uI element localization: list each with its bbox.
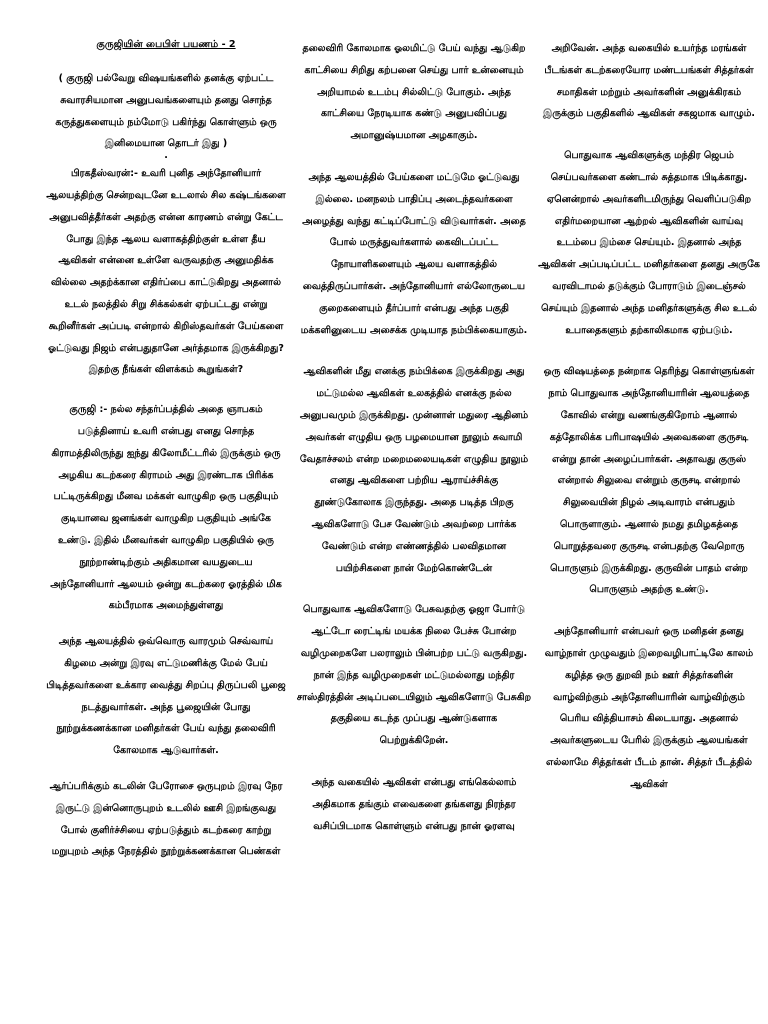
separator-dot: . bbox=[164, 150, 168, 162]
paragraph: பொதுவாக ஆவிகளுக்கு மந்திர ஜெபம் செய்பவர்களை கண்டால் சுத்தமாக பிடிக்காது. ஏனென்றால் அவர்களிடமிருந்து வெளிப்படுகிற எதிர்மறையான ஆற்றல் ஆவிகளின் வாய்வு உடம்பை இம்சை செய்யும். இதனால் அந்த ஆவிகள் அப்படிப்பட்ட மனிதர்களை தனது அருகே வரவிடாமல் தடுக்கும் போராடும் இடைஞ்சல் செய்யும் இதனால் அந்த மனிதர்களுக்கு சில உடல் உபாதைகளும் தற்காலிகமாக ஏற்படும். bbox=[538, 150, 760, 336]
intro-paragraph: ( குருஜி பல்வேறு விஷயங்களில் தனக்கு ஏற்பட்ட சுவாரசியமான அனுபவங்களையும் தனது சொந்த கருத்துகளையும் நம்மோடு பகிர்ந்து கொள்ளும் ஒரு இனிமையான தொடர் இது ) bbox=[55, 73, 277, 150]
paragraph: பொதுவாக ஆவிகளோடு பேசுவதற்கு ஓஜா போர்டு ஆட்டோ ரைட்டிங் மயக்க நிலை பேச்சு போன்ற வழிமுறைகளே பலராலும் பின்பற்ற பட்டு வருகிறது. நான் இந்த வழிமுறைகள் மட்டுமல்லாது மந்திர சாஸ்திரத்தின் அடிப்படையிலும் ஆவிகளோடு பேசுகிற தகுதியை கடந்த முப்பது ஆண்டுகளாக பெற்றுக்கிறேன். bbox=[296, 604, 532, 747]
paragraph: ஆவிகளின் மீது எனக்கு நம்பிக்கை இருக்கிறது அது மட்டுமல்ல ஆவிகள் உலகத்தில் எனக்கு நல்ல அனுபவமும் இருக்கிறது. முன்னாள் மதுரை ஆதினம் அவர்கள் எழுதிய ஒரு பழமையான நூலும் சுவாமி வேதாச்சலம் என்ற மறைமலையடிகள் எழுதிய நூலும் எனது ஆவிகளை பற்றிய ஆராய்ச்சிக்கு தூண்டுகோலாக இருந்தது. அதை படித்த பிறகு ஆவிகளோடு பேச வேண்டும் அவற்றை பார்க்க வேண்டும் என்ற எண்ணத்தில் பலவிதமான பயிற்சிகளை நான் மேற்கொண்டேன் bbox=[299, 366, 529, 574]
article-title: குருஜியின் பைபிள் பயணம் - 2 bbox=[96, 39, 236, 50]
paragraph: ஆர்ப்பரிக்கும் கடலின் பேரோசை ஒருபுறம் இரவு நேர இருட்டு இன்னொருபுறம் உடலில் ஊசி இறங்குவது போல் குளிர்ச்சியை ஏற்படுத்தும் கடற்கரை காற்று மறுபுறம் அந்த நேரத்தில் நூற்றுக்கணக்கான பெண்கள் bbox=[49, 780, 283, 858]
paragraph: அறிவேன். அந்த வகையில் உயர்ந்த மரங்கள் பீடங்கள் கடற்கரையோர மண்டபங்கள் சித்தர்கள் சமாதிகள் மற்றும் அவர்களின் அனுக்கிரகம் இருக்கும் பகுதிகளில் ஆவிகள் சகஜமாக வாழும். bbox=[543, 43, 755, 120]
paragraph: அந்தோனியார் என்பவர் ஒரு மனிதன் தனது வாழ்நாள் முழுவதும் இறைவழிபாட்டிலே காலம் கழித்த ஒரு துறவி நம் ஊர் சித்தர்களின் வாழ்விற்கும் அந்தோனியாரின் வாழ்விற்கும் பெரிய வித்தியாசம் கிடையாது. அதனால் அவர்களுடைய பேரில் இருக்கும் ஆலயங்கள் எல்லாமே சித்தர்கள் பீடம் தான். சித்தர் பீடத்தில் ஆவிகள் bbox=[544, 626, 754, 790]
paragraph: அந்த ஆலயத்தில் ஒவ்வொரு வாரமும் செவ்வாய் கிழமை அன்று இரவு எட்டுமணிக்கு மேல் பேய் பிடித்தவர்களை உக்கார வைத்து சிறப்பு திருப்பலி பூஜை நடத்துவார்கள். அந்த பூஜையின் போது நூற்றுக்கணக்கான மனிதர்கள் பேய் வந்து தலைவிரி கோலமாக ஆடுவார்கள். bbox=[46, 636, 286, 757]
answer-paragraph: குருஜி :- நல்ல சந்தர்ப்பத்தில் அதை ஞாபகம் படுத்தினாய் உவரி என்பது எனது சொந்த கிராமத்திலிருந்து ஐந்து கிலோமீட்டரில் இருக்கும் ஒரு அழகிய கடற்கரை கிராமம் அது இரண்டாக பிரிக்க பட்டிருக்கிறது மீனவ மக்கள் வாழுகிற ஒரு பகுதியும் குடியானவ ஜனங்கள் வாழுகிற பகுதியும் அங்கே உண்டு. இதில் மீனவர்கள் வாழுகிற பகுதியில் ஒரு நூற்றாண்டிற்கும் அதிகமான வயதுடைய அந்தோனியார் ஆலயம் ஒன்று கடற்கரை ஓரத்தில் மிக கம்பீரமாக அமைந்துள்ளது bbox=[50, 404, 282, 612]
column-2 bbox=[296, 38, 532, 837]
paragraph: அந்த வகையில் ஆவிகள் என்பது எங்கெல்லாம் அதிகமாக தங்கும் எவைகளை தங்களது நிரந்தர வசிப்பிடமாக கொள்ளும் என்பது நான் ஓரளவு bbox=[311, 776, 517, 832]
paragraph: ஒரு விஷயத்தை நன்றாக தெரிந்து கொள்ளுங்கள் நாம் பொதுவாக அந்தோனியாரின் ஆலயத்தை கோவில் என்று வணங்குகிறோம் ஆனால் கத்தோலிக்க பரிபாஷயில் அவைகளை குருசடி என்று தான் அழைப்பார்கள். அதாவது குருஸ் என்றால் சிலுவை என்றும் குருசடி என்றால் சிலுவையின் நிழல் அடிவாரம் என்பதும் பொருளாகும். ஆனால் நமது தமிழகத்தை பொறுத்தவரை குருசடி என்பதற்கு வேறொரு பொருளும் இருக்கிறது. குருவின் பாதம் என்ற பொருளும் அதற்கு உண்டு. bbox=[543, 366, 755, 596]
paragraph: அந்த ஆலயத்தில் பேய்களை மட்டுமே ஓட்டுவது இல்லை. மனநலம் பாதிப்பு அடைந்தவர்களை அழைத்து வந்து கட்டிப்போட்டு விடுவார்கள். அதை போல் மருத்துவர்களால் கைவிடப்பட்ட நோயாளிகளையும் ஆலய வளாகத்தில் வைத்திருப்பார்கள். அந்தோனியார் எல்லோருடைய குறைகளையும் தீர்ப்பார் என்பது அந்த பகுதி மக்களினுடைய அசைக்க முடியாத நம்பிக்கையாகும். bbox=[300, 171, 528, 336]
paragraph: தலைவிரி கோலமாக ஓலமிட்டு பேய் வந்து ஆடுகிற காட்சியை சிறிது கற்பனை செய்து பார் உன்னையும் அறியாமல் உடம்பு சில்லிட்டு போகும். அந்த காட்சியை நேரடியாக கண்டு அனுபவிப்பது அமானுஷ்யமான அழகாகும். bbox=[302, 43, 526, 142]
column-1 bbox=[46, 38, 286, 863]
column-3 bbox=[538, 38, 760, 796]
question-paragraph: பிரகதீஸ்வரன்:- உவரி புனித அந்தோனியார் ஆலயத்திற்கு சென்றவுடனே உடலால் சில கஷ்டங்களை அனுபவித்தீர்கள் அதற்கு என்ன காரணம் என்று கேட்ட போது இந்த ஆலய வளாகத்திற்குள் உள்ள தீய ஆவிகள் என்னை உள்ளே வருவதற்கு அனுமதிக்க வில்லை அதற்க்கான எதிர்ப்பை காட்டுகிறது அதனால் உடல் நலத்தில் சிறு சிக்கல்கள் ஏற்பட்டது என்று கூறினீர்கள் அப்படி என்றால் கிறிஸ்தவர்கள் பேய்களை ஓட்டுவது நிஜம் என்பதுதானே அர்த்தமாக இருக்கிறது? இதற்கு நீங்கள் விளக்கம் கூறுங்கள்? bbox=[46, 168, 286, 376]
